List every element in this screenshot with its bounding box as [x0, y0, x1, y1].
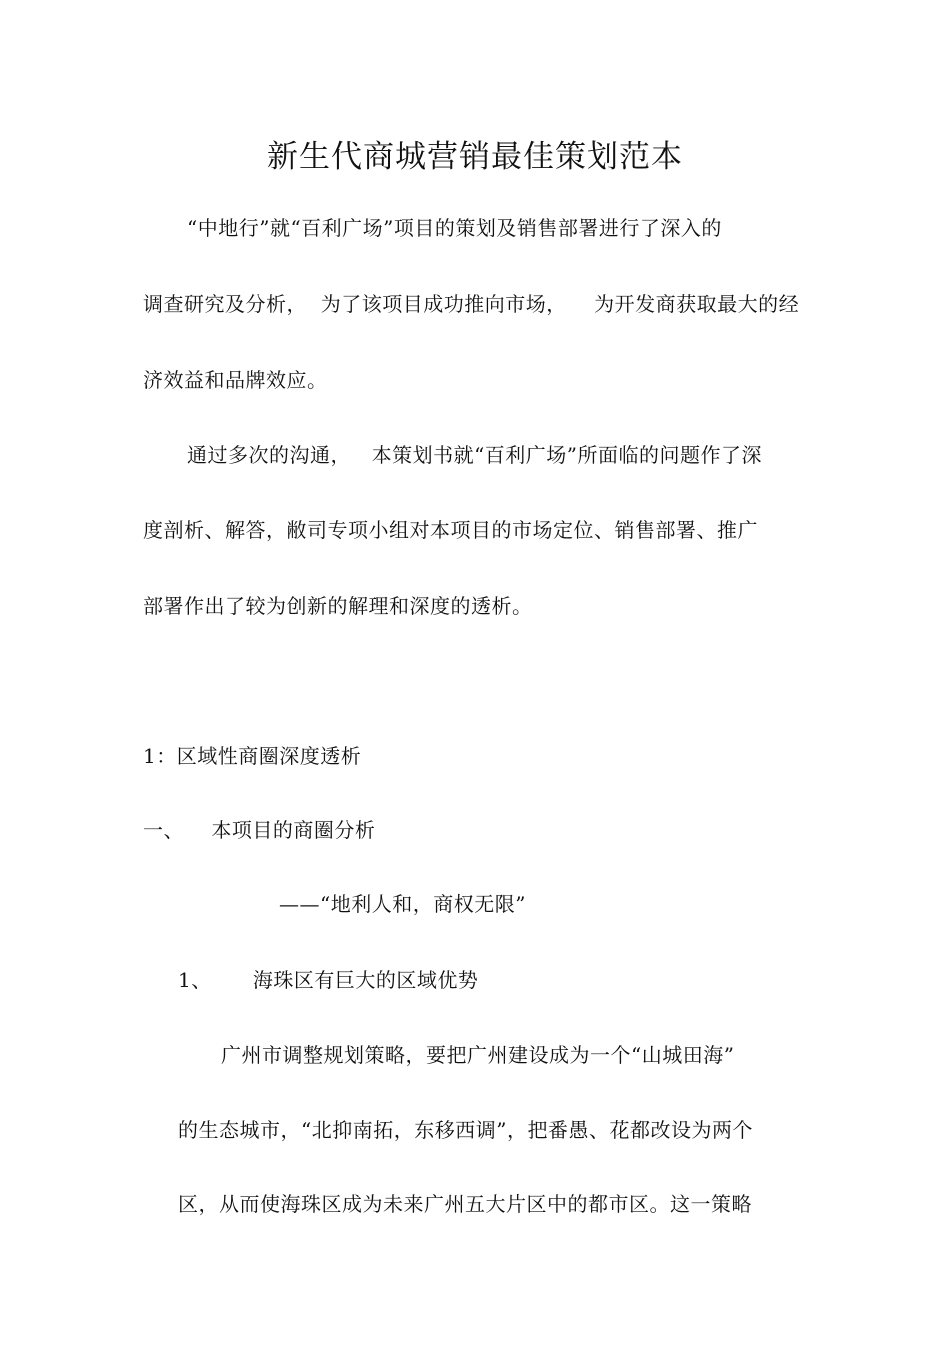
intro-paragraph-2-line-2: 度剖析、解答，敝司专项小组对本项目的市场定位、销售部署、推广	[143, 518, 758, 542]
section-heading: 1：区域性商圈深度透析	[143, 744, 362, 768]
item-1-heading: 1、 海珠区有巨大的区域优势	[178, 968, 479, 992]
sub-section-heading: 一、 本项目的商圈分析	[143, 818, 376, 842]
intro-paragraph-2-line-1: 通过多次的沟通， 本策划书就“百利广场”所面临的问题作了深	[187, 443, 763, 467]
item-1-line-1: 广州市调整规划策略，要把广州建设成为一个“山城田海”	[221, 1043, 735, 1067]
section-slogan: ——“地利人和，商权无限”	[279, 892, 526, 916]
document-title: 新生代商城营销最佳策划范本	[267, 139, 683, 175]
intro-paragraph-1-line-1: “中地行”就“百利广场”项目的策划及销售部署进行了深入的	[187, 216, 722, 240]
intro-paragraph-2-line-3: 部署作出了较为创新的解理和深度的透析。	[143, 594, 533, 618]
item-1-line-2: 的生态城市，“北抑南拓，东移西调”，把番愚、花都改设为两个	[178, 1118, 753, 1142]
intro-paragraph-1-line-2: 调查研究及分析， 为了该项目成功推向市场， 为开发商获取最大的经	[143, 292, 800, 316]
item-1-line-3: 区，从而使海珠区成为未来广州五大片区中的都市区。这一策略	[178, 1192, 752, 1216]
intro-paragraph-1-line-3: 济效益和品牌效应。	[143, 368, 328, 392]
